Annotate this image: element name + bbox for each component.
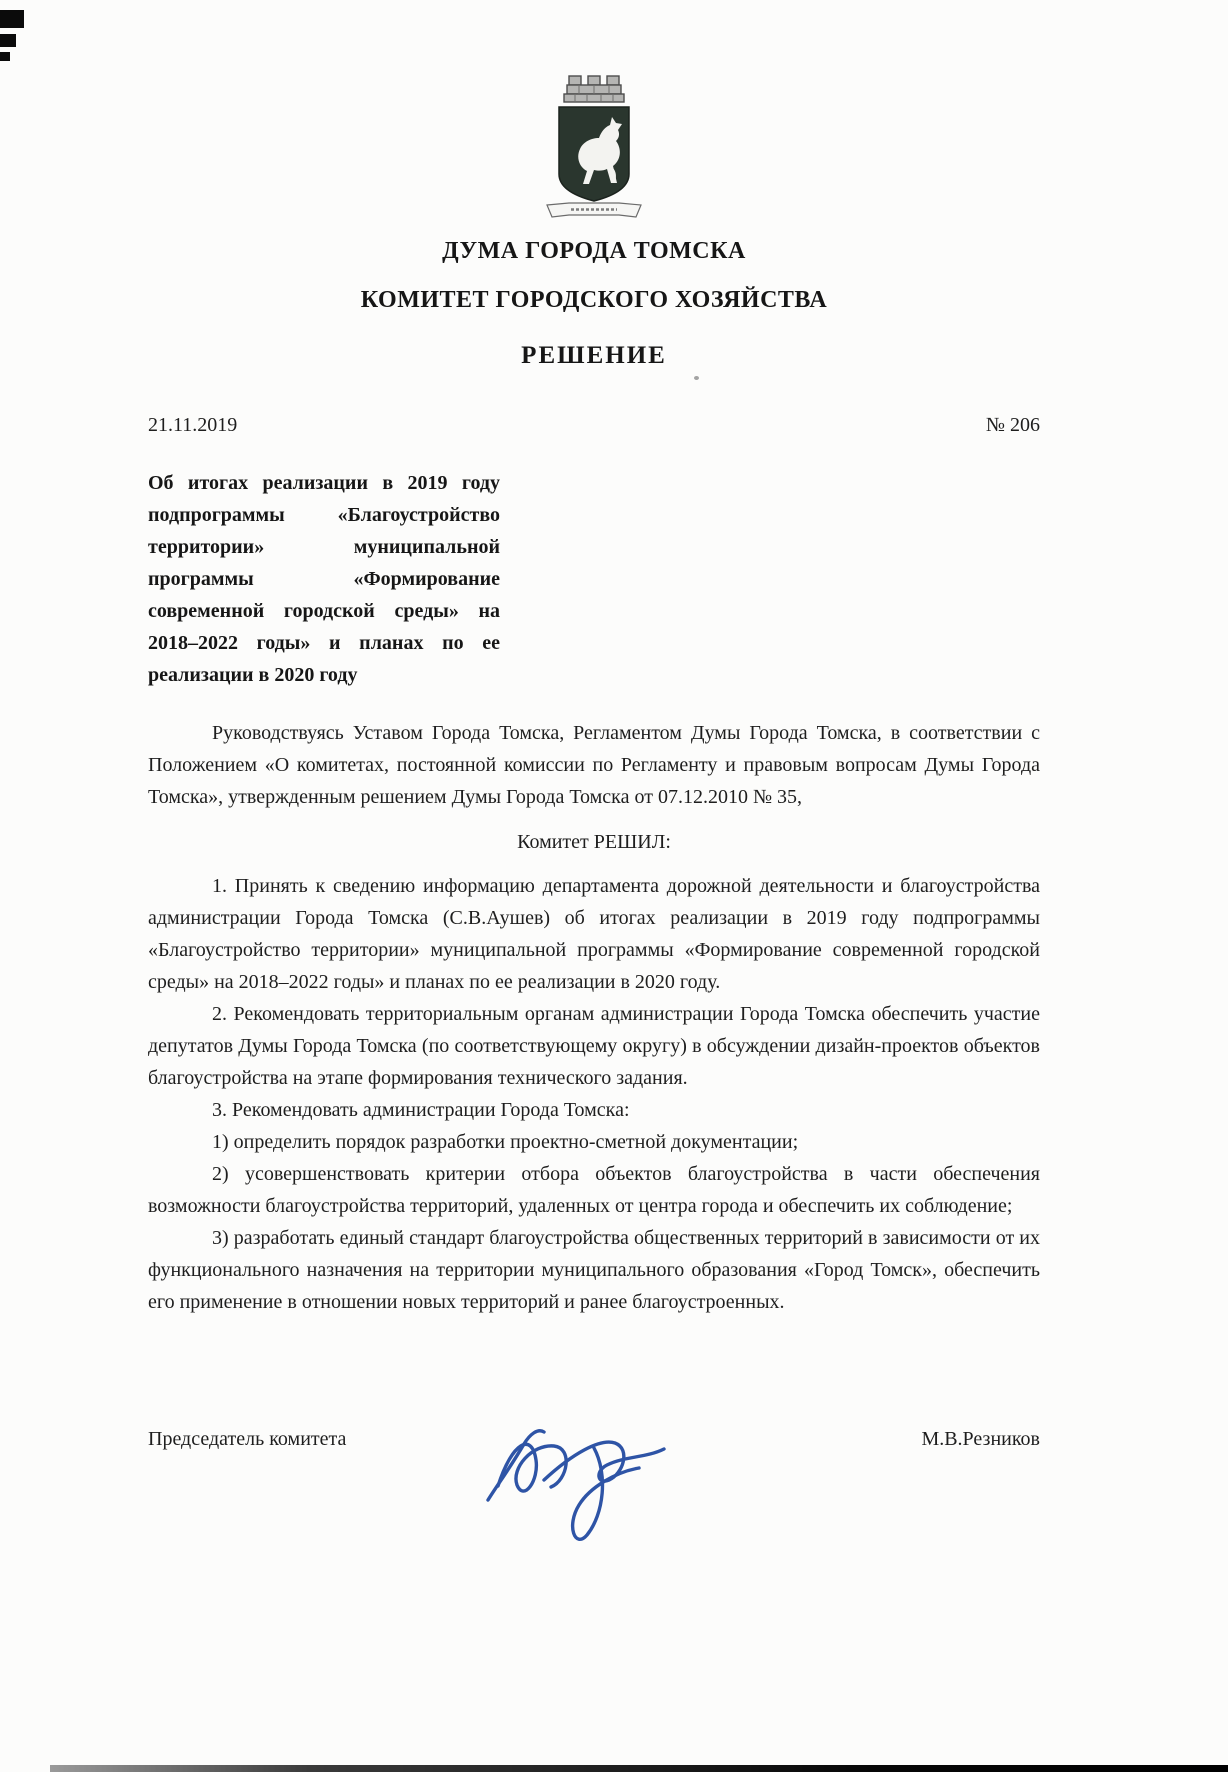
committee-name: КОМИТЕТ ГОРОДСКОГО ХОЗЯЙСТВА (360, 287, 828, 313)
resolution-subitem-3: 3) разработать единый стандарт благоустройства общественных территорий в зависимости от их функционального назначения на территории муниципального образования «Город Томск», обеспечить его применение в отношении новых территорий и ранее благоустроенных. (148, 1227, 1040, 1313)
meta-row (148, 414, 1040, 437)
document-number: № 206 (985, 414, 1040, 436)
resolution-item-3: 3. Рекомендовать администрации Города Томска: (212, 1099, 630, 1121)
resolution-item-2: 2. Рекомендовать территориальным органам администрации Города Томска обеспечить участие депутатов Думы Города Томска (по соответствующему округу) в обсуждении дизайн-проектов объектов благоустройства на этапе формирования технического задания. (148, 1003, 1040, 1089)
handwritten-signature (474, 1388, 714, 1548)
resolution-heading: Комитет РЕШИЛ: (517, 831, 671, 853)
resolution-subitem-2: 2) усовершенствовать критерии отбора объектов благоустройства в части обеспечения возможности благоустройства территорий, удаленных от центра города и обеспечить их соблюдение; (148, 1163, 1040, 1217)
scan-artifact (0, 34, 16, 47)
scan-artifact (0, 10, 24, 28)
scan-edge-strip (50, 1765, 1228, 1772)
organization-name: ДУМА ГОРОДА ТОМСКА (442, 238, 746, 264)
document-type-title: РЕШЕНИЕ (521, 342, 667, 369)
document-subject: Об итогах реализации в 2019 году подпрограммы «Благоустройство территории» муниципальной программы «Формирование современной городской среды» на 2018–2022 годы» и планах по ее реализации в 2020 году (148, 472, 500, 686)
signature-block (148, 1428, 1040, 1451)
signer-name: М.В.Резников (921, 1428, 1040, 1450)
scan-artifact (0, 52, 10, 61)
tomsk-coat-of-arms-icon (539, 74, 649, 224)
signer-position: Председатель комитета (148, 1428, 347, 1450)
resolution-subitem-1: 1) определить порядок разработки проектно-сметной документации; (212, 1131, 799, 1153)
document-content (148, 0, 1040, 1318)
resolution-item-1: 1. Принять к сведению информацию департамента дорожной деятельности и благоустройства администрации Города Томска (С.В.Аушев) об итогах реализации в 2019 году подпрограммы «Благоустройство территории» муниципальной программы «Формирование современной городской среды» на 2018–2022 годы» и планах по ее реализации в 2020 году. (148, 875, 1040, 993)
signature-ink-icon (474, 1388, 714, 1548)
preamble-paragraph: Руководствуясь Уставом Города Томска, Регламентом Думы Города Томска, в соответствии с Положением «О комитетах, постоянной комиссии по Регламенту и правовым вопросам Думы Города Томска», утвержденным решением Думы Города Томска от 07.12.2010 № 35, (148, 722, 1040, 808)
document-date: 21.11.2019 (148, 414, 238, 436)
